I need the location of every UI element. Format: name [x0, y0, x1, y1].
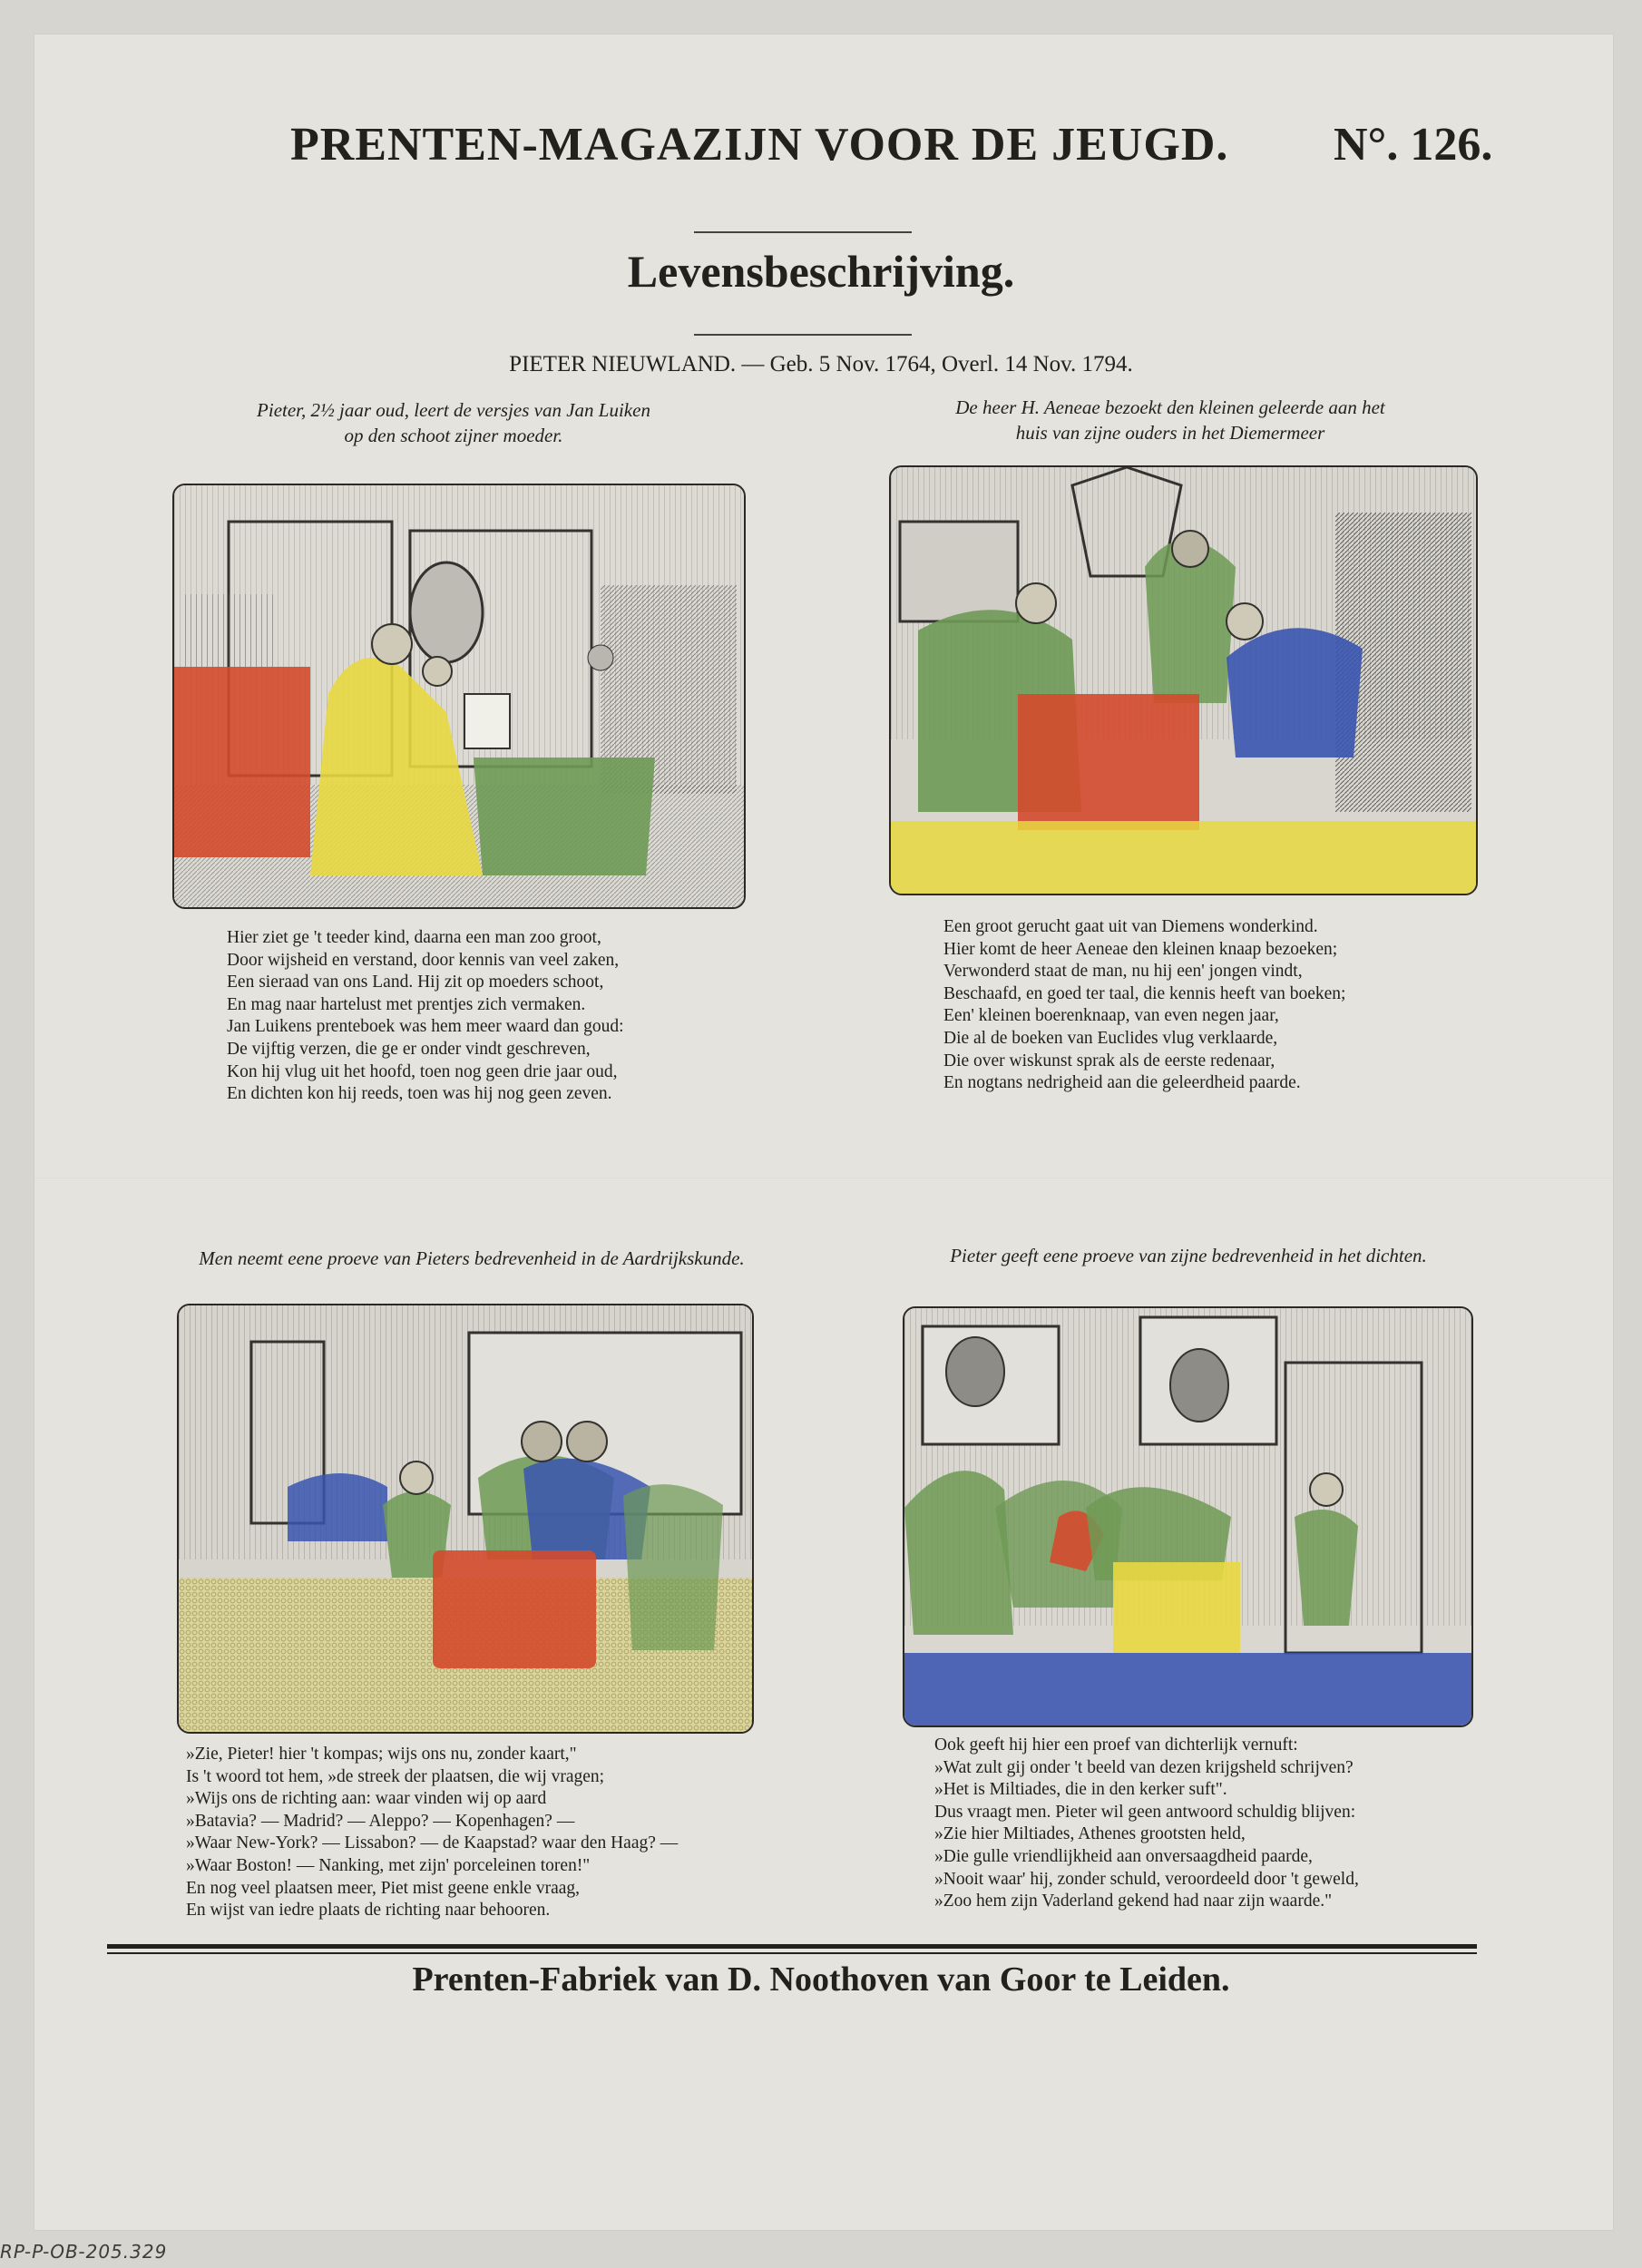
panel-4-verse [934, 1735, 1359, 1913]
verse-line: Een groot gerucht gaat uit van Diemens wonderkind. [943, 917, 1318, 936]
magazine-title: PRENTEN-MAGAZIJN VOOR DE JEUGD. [290, 119, 1229, 171]
verse-line: Hier komt de heer Aeneae den kleinen knaap bezoeken; [943, 939, 1338, 959]
verse-line: »Die gulle vriendlijkheid aan onversaagdheid paarde, [934, 1846, 1313, 1866]
verse-line: »Batavia? — Madrid? — Aleppo? — Kopenhagen? — [186, 1811, 575, 1831]
panel-2-caption [907, 395, 1433, 445]
panel-1-verse [227, 927, 624, 1106]
verse-line: Een sieraad van ons Land. Hij zit op moeders schoot, [227, 973, 604, 992]
verse-line: Een' kleinen boerenknaap, van even negen jaar, [943, 1006, 1279, 1026]
engraving-1-image [174, 485, 744, 907]
verse-line: »Zie hier Miltiades, Athenes grootsten held, [934, 1824, 1246, 1844]
verse-line: En mag naar hartelust met prentjes zich vermaken. [227, 994, 586, 1014]
divider-top [694, 231, 912, 233]
verse-line: Ook geeft hij hier een proef van dichterlijk vernuft: [934, 1735, 1298, 1755]
engraving-1 [172, 484, 746, 909]
verse-line: »Waar Boston! — Nanking, met zijn' porceleinen toren!" [186, 1855, 591, 1875]
engraving-2 [889, 465, 1478, 895]
verse-line: »Wat zult gij onder 't beeld van dezen krijgsheld schrijven? [934, 1757, 1354, 1777]
caption-line: Pieter, 2½ jaar oud, leert de versjes van Jan Luiken [257, 399, 650, 421]
masthead [0, 118, 1642, 191]
fold-line [34, 1178, 1613, 1179]
verse-line: En nog veel plaatsen meer, Piet mist geene enkle vraag, [186, 1878, 581, 1898]
inventory-number: RP-P-OB-205.329 [0, 2241, 168, 2263]
verse-line: »Zoo hem zijn Vaderland gekend had naar zijn waarde." [934, 1892, 1333, 1911]
caption-line: huis van zijne ouders in het Diemermeer [1015, 422, 1325, 444]
verse-line: Dus vraagt men. Pieter wil geen antwoord schuldig blijven: [934, 1802, 1356, 1822]
verse-line: Is 't woord tot hem, »de streek der plaatsen, die wij vragen; [186, 1766, 605, 1786]
engraving-3 [177, 1304, 754, 1734]
engraving-2-image [891, 467, 1476, 894]
caption-line: De heer H. Aeneae bezoekt den kleinen geleerde aan het [955, 396, 1385, 418]
engraving-4-image [904, 1308, 1471, 1725]
verse-line: En nogtans nedrigheid aan die geleerdheid paarde. [943, 1073, 1301, 1093]
verse-line: Door wijsheid en verstand, door kennis van veel zaken, [227, 950, 620, 970]
verse-line: En wijst van iedre plaats de richting naar behooren. [186, 1901, 551, 1921]
panel-3-caption [136, 1246, 807, 1271]
verse-line: Kon hij vlug uit het hoofd, toen nog geen drie jaar oud, [227, 1061, 618, 1081]
section-title: Levensbeschrijving. [627, 246, 1015, 297]
panel-1-caption [163, 397, 744, 448]
panel-3-verse [186, 1744, 678, 1922]
verse-line: »Nooit waar' hij, zonder schuld, veroordeeld door 't geweld, [934, 1869, 1359, 1889]
panel-4-caption [889, 1243, 1488, 1268]
engraving-3-image [179, 1305, 752, 1732]
verse-line: Hier ziet ge 't teeder kind, daarna een man zoo groot, [227, 928, 601, 947]
verse-line: De vijftig verzen, die ge er onder vindt geschreven, [227, 1039, 591, 1059]
verse-line: En dichten kon hij reeds, toen was hij nog geen zeven. [227, 1084, 612, 1104]
bio-heading: PIETER NIEUWLAND. — Geb. 5 Nov. 1764, Overl. 14 Nov. 1794. [509, 352, 1133, 376]
verse-line: »Zie, Pieter! hier 't kompas; wijs ons nu, zonder kaart," [186, 1745, 577, 1764]
verse-line: Jan Luikens prenteboek was hem meer waard dan goud: [227, 1017, 624, 1037]
footer-rule [107, 1944, 1477, 1949]
engraving-4 [903, 1306, 1473, 1727]
verse-line: »Het is Miltiades, die in den kerker suft". [934, 1780, 1227, 1800]
verse-line: »Waar New-York? — Lissabon? — de Kaapstad? waar den Haag? — [186, 1833, 679, 1853]
verse-line: »Wijs ons de richting aan: waar vinden wij op aard [186, 1789, 547, 1809]
publisher-imprint: Prenten-Fabriek van D. Noothoven van Goor te Leiden. [412, 1960, 1230, 1999]
caption-line: Pieter geeft eene proeve van zijne bedrevenheid in het dichten. [950, 1245, 1427, 1266]
verse-line: Die al de boeken van Euclides vlug verklaarde, [943, 1028, 1278, 1048]
verse-line: Die over wiskunst sprak als de eerste redenaar, [943, 1051, 1275, 1070]
divider-mid [694, 334, 912, 336]
caption-line: Men neemt eene proeve van Pieters bedrevenheid in de Aardrijkskunde. [199, 1247, 745, 1269]
caption-line: op den schoot zijner moeder. [344, 425, 563, 446]
issue-number: N°. 126. [1334, 119, 1493, 171]
footer-rule-thin [107, 1952, 1477, 1954]
verse-line: Beschaafd, en goed ter taal, die kennis heeft van boeken; [943, 983, 1346, 1003]
panel-2-verse [943, 916, 1345, 1095]
verse-line: Verwonderd staat de man, nu hij een' jongen vindt, [943, 962, 1303, 982]
